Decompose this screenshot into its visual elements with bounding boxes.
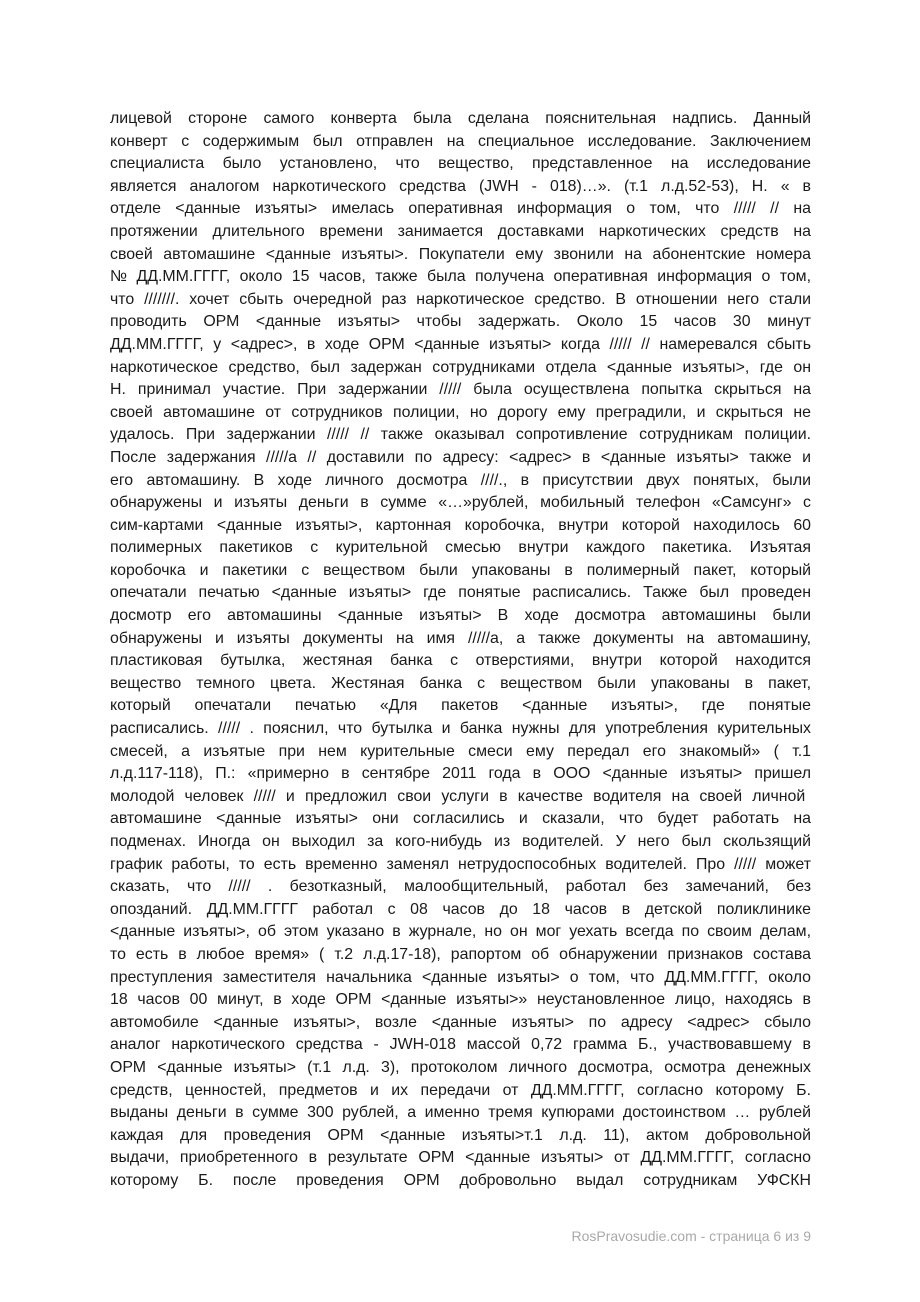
text-line: отделе <данные изъяты> имелась оперативная информация о том, что ///// // на <box>110 200 811 218</box>
text-line: конверт с содержимым был отправлен на специальное исследование. Заключением <box>110 132 811 150</box>
text-line: автомобиле <данные изъяты>, возле <данные изъяты> по адресу <адрес> сбыло <box>110 1013 811 1031</box>
text-line: ДД.ММ.ГГГГ, у <адрес>, в ходе ОРМ <данные изъяты> когда ///// // намеревался сбыть <box>110 335 811 353</box>
text-line: Н. принимал участие. При задержании ///// была осуществлена попытка скрыться на <box>110 381 811 399</box>
text-line: сказать, что ///// . безотказный, малообщительный, работал без замечаний, без <box>110 878 811 896</box>
text-line: досмотр его автомашины <данные изъяты> В ходе досмотра автомашины были <box>110 607 811 625</box>
text-line: <данные изъяты>, об этом указано в журнале, но он мог уехать всегда по своим делам, <box>110 923 811 941</box>
text-line: своей автомашине <данные изъяты>. Покупатели ему звонили на абонентские номера <box>110 245 811 263</box>
text-line: обнаружены и изъяты деньги в сумме «…»рублей, мобильный телефон «Самсунг» с <box>110 494 811 512</box>
text-line: молодой человек ///// и предложил свои услуги в качестве водителя на своей личной <box>110 787 806 805</box>
text-line: своей автомашине от сотрудников полиции, но дорогу ему преградили, и скрыться не <box>110 403 811 421</box>
text-line: расписались. ///// . пояснил, что бутылка и банка нужны для употребления курительных <box>110 720 811 738</box>
text-line: наркотическое средство, был задержан сотрудниками отдела <данные изъяты>, где он <box>110 358 811 376</box>
text-line: аналог наркотического средства - JWH-018 массой 0,72 грамма Б., участвовавшему в <box>110 1036 811 1054</box>
text-line: преступления заместителя начальника <данные изъяты> о том, что ДД.ММ.ГГГГ, около <box>110 968 811 986</box>
text-line: л.д.117-118), П.: «примерно в сентябре 2011 года в ООО <данные изъяты> пришел <box>110 765 811 783</box>
text-line: каждая для проведения ОРМ <данные изъяты>т.1 л.д. 11), актом добровольной <box>110 1126 811 1144</box>
text-line: выдачи, приобретенного в результате ОРМ <данные изъяты> от ДД.ММ.ГГГГ, согласно <box>110 1149 811 1167</box>
text-line: график работы, то есть временно заменял нетрудоспособных водителей. Про ///// может <box>110 855 811 873</box>
text-line: который опечатали печатью «Для пакетов <данные изъяты>, где понятые <box>110 697 811 715</box>
text-line: пластиковая бутылка, жестяная банка с отверстиями, внутри которой находится <box>110 652 811 670</box>
text-line: вещество темного цвета. Жестяная банка с веществом были упакованы в пакет, <box>110 674 811 692</box>
document-body <box>110 108 811 1193</box>
text-line: протяжении длительного времени занимается доставками наркотических средств на <box>110 222 811 240</box>
text-line: обнаружены и изъяты документы на имя /////а, а также документы на автомашину, <box>110 629 811 647</box>
text-line: смесей, а изъятые при нем курительные смеси ему передал его знакомый» ( т.1 <box>110 742 811 760</box>
text-line: подменах. Иногда он выходил за кого-нибудь из водителей. У него был скользящий <box>110 833 811 850</box>
text-line: его автомашину. В ходе личного досмотра ////., в присутствии двух понятых, были <box>110 471 811 489</box>
text-line: ОРМ <данные изъяты> (т.1 л.д. 3), протоколом личного досмотра, осмотра денежных <box>110 1058 811 1076</box>
text-line: удалось. При задержании ///// // также оказывал сопротивление сотрудникам полиции. <box>110 426 811 444</box>
text-line: № ДД.ММ.ГГГГ, около 15 часов, также была получена оперативная информация о том, <box>110 268 811 286</box>
text-line: 18 часов 00 минут, в ходе ОРМ <данные изъяты>» неустановленное лицо, находясь в <box>110 991 811 1009</box>
text-line: лицевой стороне самого конверта была сделана пояснительная надпись. Данный <box>110 110 811 127</box>
text-line: опозданий. ДД.ММ.ГГГГ работал с 08 часов до 18 часов в детской поликлинике <box>110 900 811 918</box>
text-line: специалиста было установлено, что вещество, представленное на исследование <box>110 155 811 173</box>
text-line: что ///////. хочет сбыть очередной раз наркотическое средство. В отношении него стали <box>110 290 811 308</box>
text-line: то есть в любое время» ( т.2 л.д.17-18), рапортом об обнаружении признаков состава <box>110 945 811 963</box>
text-line: является аналогом наркотического средства (JWH - 018)…». (т.1 л.д.52-53), Н. « в <box>110 177 811 195</box>
page-footer: RosPravosudie.com - страница 6 из 9 <box>571 1228 811 1244</box>
text-line: полимерных пакетиков с курительной смесью внутри каждого пакетика. Изъятая <box>110 539 811 557</box>
text-line: которому Б. после проведения ОРМ добровольно выдал сотрудникам УФСКН <box>110 1171 811 1189</box>
text-line: автомашине <данные изъяты> они согласились и сказали, что будет работать на <box>110 810 811 828</box>
text-line: выданы деньги в сумме 300 рублей, а именно тремя купюрами достоинством … рублей <box>110 1104 811 1122</box>
text-line: сим-картами <данные изъяты>, картонная коробочка, внутри которой находилось 60 <box>110 516 811 534</box>
text-line: После задержания /////а // доставили по адресу: <адрес> в <данные изъяты> также и <box>110 448 811 466</box>
text-line: средств, ценностей, предметов и их передачи от ДД.ММ.ГГГГ, согласно которому Б. <box>110 1081 811 1099</box>
text-line: коробочка и пакетики с веществом были упакованы в полимерный пакет, который <box>110 561 811 579</box>
text-line: проводить ОРМ <данные изъяты> чтобы задержать. Около 15 часов 30 минут <box>110 313 811 331</box>
text-line: опечатали печатью <данные изъяты> где понятые расписались. Также был проведен <box>110 584 811 602</box>
